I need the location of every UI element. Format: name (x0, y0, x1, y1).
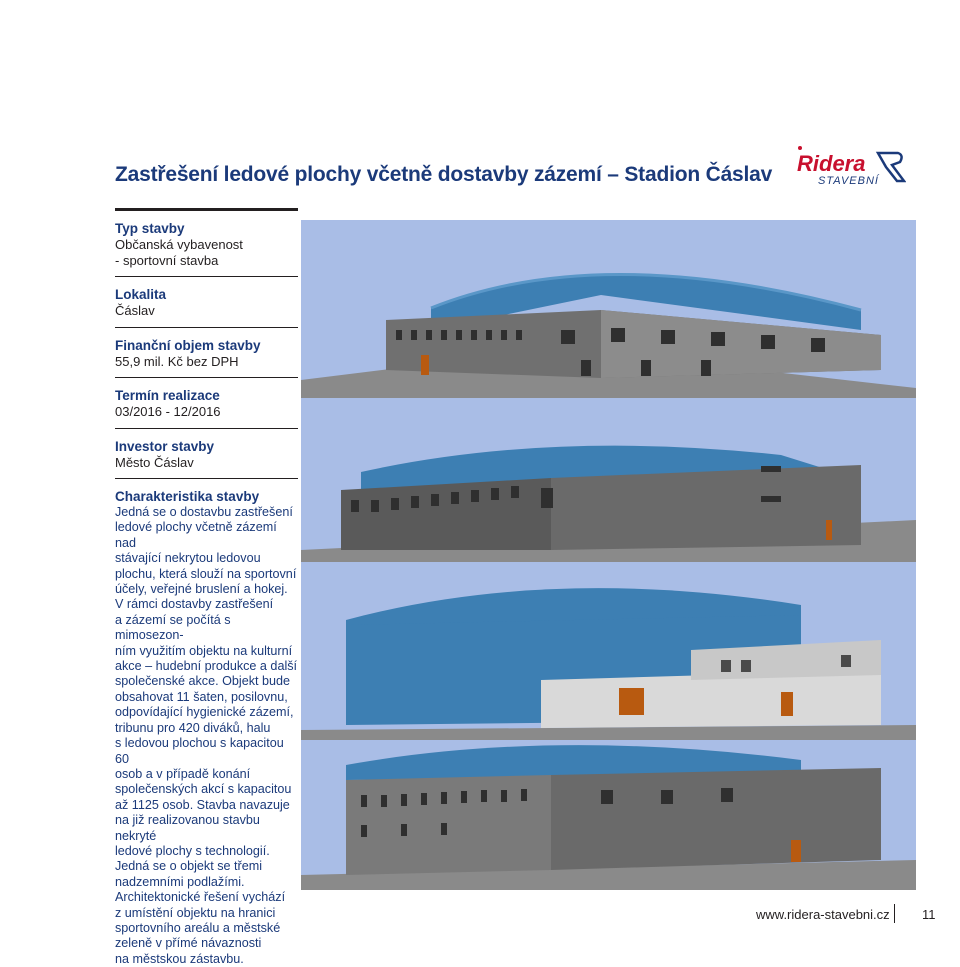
financni-value: 55,9 mil. Kč bez DPH (115, 353, 239, 369)
footer-website-link[interactable]: www.ridera-stavebni.cz (756, 907, 890, 922)
typ-value: Občanská vybavenost (115, 237, 243, 252)
divider (115, 276, 298, 277)
charakteristika-line: obsahovat 11 šaten, posilovnu, (115, 689, 288, 704)
charakteristika-line: osob a v případě konání (115, 766, 251, 781)
page-title: Zastřešení ledové plochy včetně dostavby zázemí – Stadion Čáslav (115, 163, 773, 186)
charakteristika-line: až 1125 osob. Stavba navazuje (115, 797, 290, 812)
charakteristika-line: tribunu pro 420 diváků, halu (115, 720, 271, 735)
charakteristika-line: zeleně v přímé návaznosti (115, 936, 262, 951)
building-renderings (301, 220, 916, 890)
termin-value: 03/2016 - 12/2016 (115, 404, 221, 419)
charakteristika-line: akce – hudební produkce a další (115, 659, 298, 674)
charakteristika-label: Charakteristika stavby (115, 489, 260, 504)
charakteristika-line: na městskou zástavbu. (115, 951, 244, 966)
divider (115, 478, 298, 479)
charakteristika-line: společenské akce. Objekt bude (115, 674, 291, 689)
charakteristika-line: odpovídající hygienické zázemí, (115, 705, 294, 720)
charakteristika-line: z umístění objektu na hranici (115, 905, 276, 920)
charakteristika-line: s ledovou plochou s kapacitou 60 (115, 736, 284, 766)
charakteristika-line: ním využitím objektu na kulturní (115, 643, 293, 658)
lokalita-value: Čáslav (115, 303, 155, 318)
charakteristika-line: plochu, která slouží na sportovní (115, 566, 297, 581)
divider (115, 327, 298, 328)
termin-label: Termín realizace (115, 388, 220, 403)
lokalita-label: Lokalita (115, 287, 167, 302)
charakteristika-text (115, 505, 298, 967)
charakteristika-line: V rámci dostavby zastřešení (115, 597, 274, 612)
charakteristika-line: a zázemí se počítá s mimosezon- (115, 612, 231, 643)
investor-label: Investor stavby (115, 438, 215, 454)
charakteristika-line: ledové plochy s technologií. (115, 843, 270, 858)
charakteristika-line: stávající nekrytou ledovou (115, 551, 261, 566)
page-number: 11 (922, 907, 936, 922)
divider (115, 377, 298, 378)
charakteristika-line: sportovního areálu a městské (115, 920, 281, 935)
charakteristika-line: účely, veřejné bruslení a hokej. (115, 582, 288, 597)
charakteristika-line: společenských akcí s kapacitou (115, 782, 292, 797)
ridera-logo (794, 143, 906, 189)
rendering-4 (301, 745, 916, 890)
charakteristika-line: na již realizovanou stavbu nekryté (115, 813, 260, 843)
charakteristika-line: ledové plochy včetně zázemí nad (115, 520, 277, 550)
charakteristika-line: Architektonické řešení vychází (115, 890, 286, 905)
typ-label: Typ stavby (115, 221, 185, 236)
rendering-3 (301, 588, 916, 740)
divider (115, 428, 298, 429)
project-details (115, 208, 298, 967)
typ-value-2: - sportovní stavba (115, 252, 219, 268)
charakteristika-line: Jedná se o objekt se třemi (115, 859, 263, 874)
footer-divider (894, 904, 895, 923)
charakteristika-line: nadzemními podlažími. (115, 874, 245, 889)
svg-text:Ridera: Ridera (797, 151, 866, 176)
investor-value: Město Čáslav (115, 454, 194, 470)
financni-label: Finanční objem stavby (115, 337, 261, 353)
divider (115, 208, 298, 211)
charakteristika-line: Jedná se o dostavbu zastřešení (115, 505, 293, 519)
svg-text:STAVEBNÍ: STAVEBNÍ (818, 175, 879, 187)
rendering-2 (301, 446, 916, 562)
rendering-1 (301, 274, 916, 398)
